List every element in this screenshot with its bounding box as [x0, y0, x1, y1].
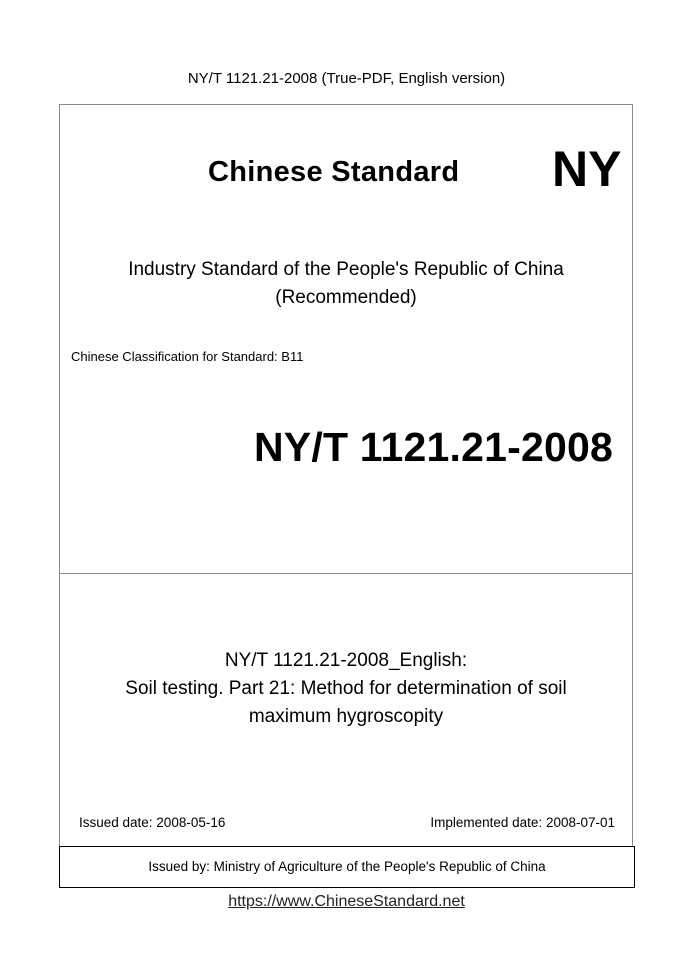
document-header: NY/T 1121.21-2008 (True-PDF, English version) — [187, 70, 506, 87]
website-link[interactable]: https://www.ChineseStandard.net — [228, 893, 465, 910]
issued-date: Issued date: 2008-05-16 — [79, 815, 226, 830]
standard-code-mark: NY — [552, 141, 622, 197]
issued-by-text: Issued by: Ministry of Agriculture of the People's Republic of China — [148, 859, 546, 874]
recommended-line: (Recommended) — [275, 287, 417, 308]
standard-description — [59, 647, 633, 731]
implemented-date: Implemented date: 2008-07-01 — [430, 815, 615, 830]
classification-text: Chinese Classification for Standard: B11 — [71, 349, 304, 364]
description-line: NY/T 1121.21-2008_English: — [224, 650, 468, 671]
description-line: maximum hygroscopity — [248, 706, 444, 727]
cover-title: Chinese Standard — [208, 156, 460, 188]
industry-statement — [59, 256, 633, 312]
description-line: Soil testing. Part 21: Method for determination of soil — [125, 678, 567, 699]
standard-number: NY/T 1121.21-2008 — [254, 424, 613, 470]
industry-line: Industry Standard of the People's Republic of China — [128, 259, 564, 280]
